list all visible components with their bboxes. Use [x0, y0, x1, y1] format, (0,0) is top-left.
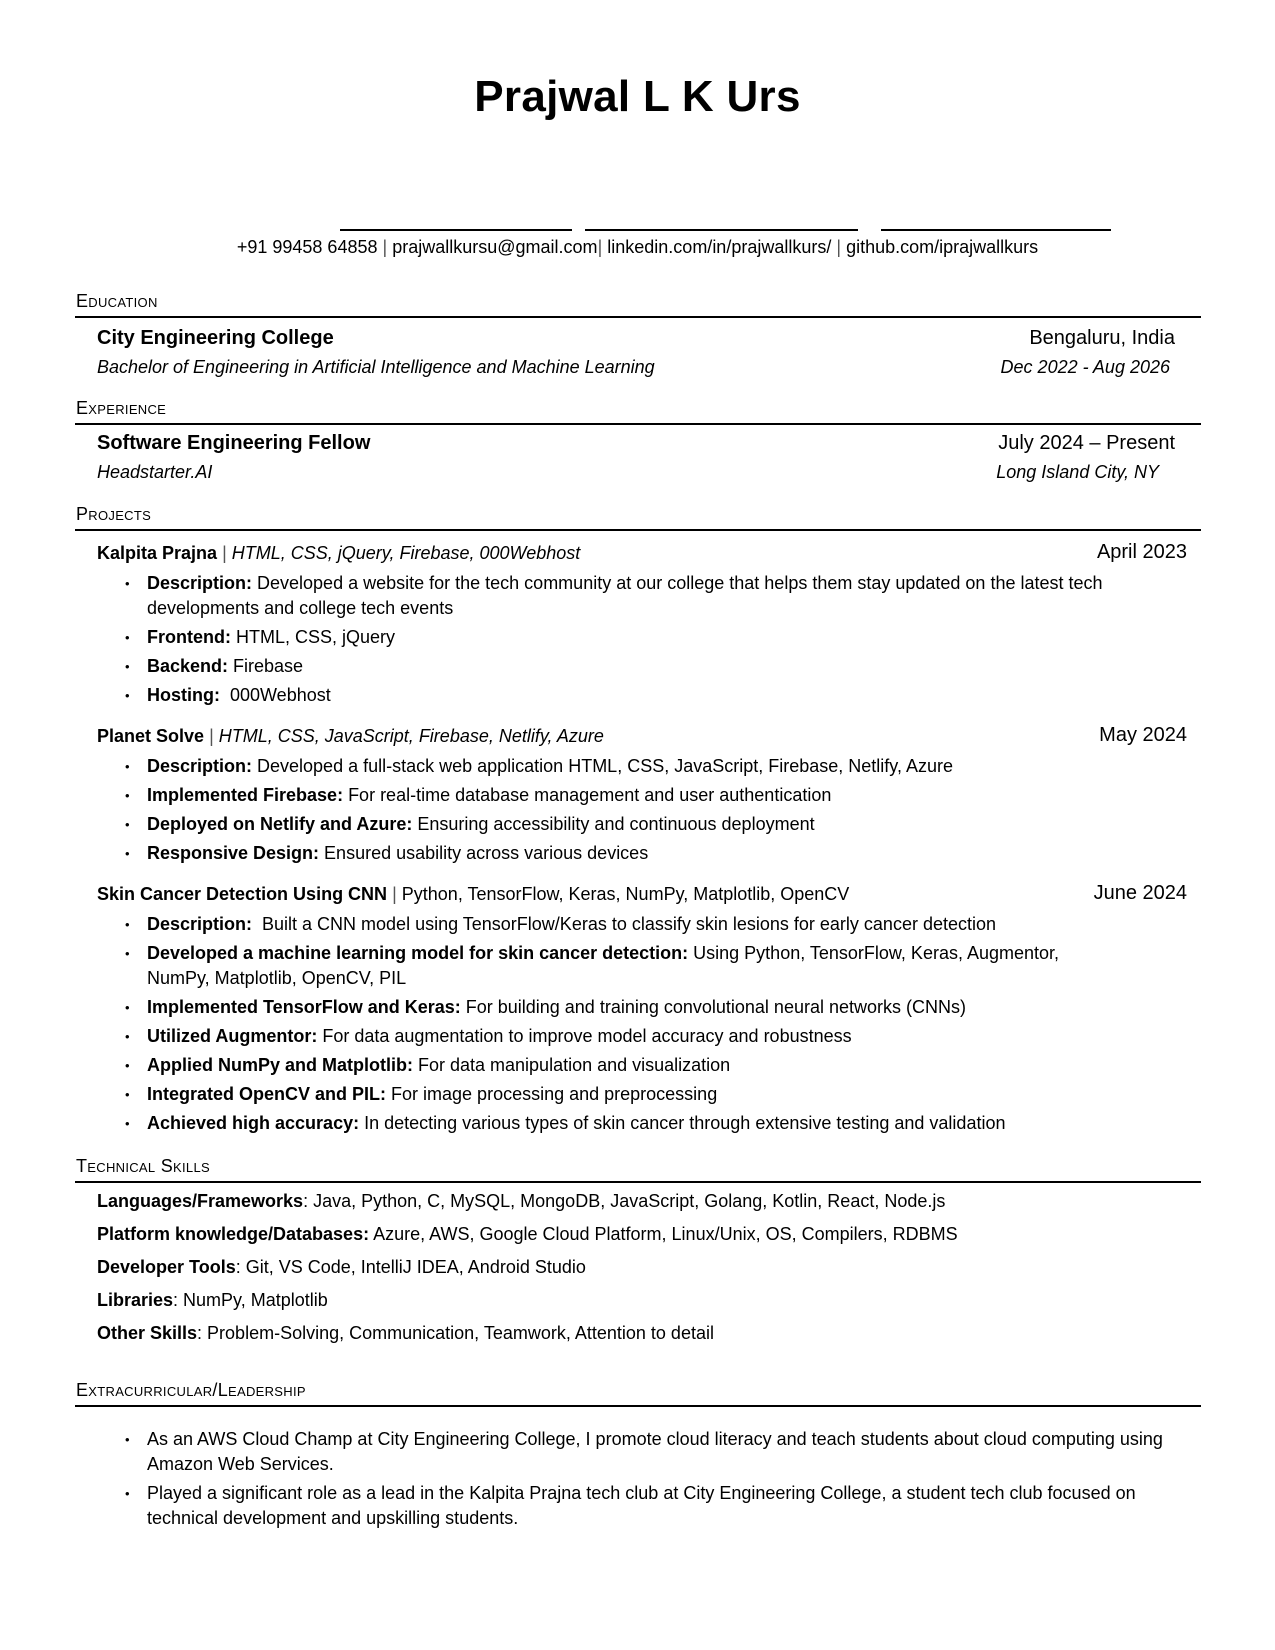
- skill-row: [97, 1191, 945, 1212]
- skill-text: Azure, AWS, Google Cloud Platform, Linux/Unix, OS, Compilers, RDBMS: [369, 1224, 958, 1244]
- bullet-label: Responsive Design:: [147, 843, 320, 863]
- contact-line: [0, 237, 1275, 258]
- section-title-extracurricular: Extracurricular/Leadership: [76, 1380, 306, 1400]
- list-item: [147, 912, 1177, 937]
- bullet-text: Developed a full-stack web application HTML, CSS, JavaScript, Firebase, Netlify, Azure: [252, 756, 953, 776]
- list-item: [147, 1082, 1177, 1107]
- bullet-text: For real-time database management and user authentication: [343, 785, 832, 805]
- linkedin-link[interactable]: linkedin.com/in/prajwallkurs/: [607, 237, 832, 257]
- bullet-text: 000Webhost: [219, 685, 331, 705]
- underline: [585, 229, 858, 231]
- school-name: City Engineering College: [97, 327, 334, 349]
- project-tech: Python, TensorFlow, Keras, NumPy, Matplotlib, OpenCV: [401, 884, 850, 904]
- bullet-text: Ensured usability across various devices: [319, 843, 649, 863]
- bullet-label: Description:: [147, 914, 253, 934]
- underline: [881, 229, 1111, 231]
- separator: |: [222, 543, 227, 563]
- skill-label: Libraries: [97, 1290, 174, 1310]
- bullet-label: Implemented Firebase:: [147, 785, 344, 805]
- list-item: [147, 1111, 1177, 1136]
- bullet-text: For image processing and preprocessing: [386, 1084, 718, 1104]
- project-date: June 2024: [1093, 882, 1187, 904]
- bullet-label: Applied NumPy and Matplotlib:: [147, 1055, 413, 1075]
- degree-dates: Dec 2022 - Aug 2026: [1000, 357, 1170, 377]
- list-item: [147, 841, 1177, 866]
- phone-number: +91 99458 64858: [236, 237, 378, 257]
- bullet-label: Utilized Augmentor:: [147, 1026, 318, 1046]
- skill-row: [97, 1323, 714, 1344]
- job-role: Software Engineering Fellow: [97, 432, 371, 454]
- project-name: Skin Cancer Detection Using CNN: [97, 884, 388, 904]
- section-title-education: Education: [76, 291, 158, 311]
- bullet-label: Developed a machine learning model for skin cancer detection:: [147, 943, 689, 963]
- list-item: [147, 783, 1177, 808]
- separator: |: [836, 237, 842, 257]
- list-item: [147, 571, 1177, 621]
- bullet-label: Deployed on Netlify and Azure:: [147, 814, 413, 834]
- skill-text: : Problem-Solving, Communication, Teamwork, Attention to detail: [197, 1323, 714, 1343]
- bullet-label: Frontend:: [147, 627, 231, 647]
- bullet-label: Backend:: [147, 656, 229, 676]
- skill-label: Other Skills: [97, 1323, 198, 1343]
- degree-row: [97, 357, 1175, 383]
- project-tech: HTML, CSS, jQuery, Firebase, 000Webhost: [231, 543, 581, 563]
- list-item: [147, 812, 1177, 837]
- list-item: [147, 1024, 1177, 1049]
- list-item: [147, 754, 1177, 779]
- bullet-text: Using Python, TensorFlow, Keras, Augmentor, NumPy, Matplotlib, OpenCV, PIL: [147, 943, 1060, 988]
- skill-row: [97, 1290, 328, 1311]
- skill-text: : Git, VS Code, IntelliJ IDEA, Android Studio: [235, 1257, 586, 1277]
- bullet-text: Ensuring accessibility and continuous deployment: [412, 814, 815, 834]
- degree: Bachelor of Engineering in Artificial Intelligence and Machine Learning: [97, 357, 655, 377]
- contact-underlines: [0, 229, 1275, 231]
- bullet-text: HTML, CSS, jQuery: [230, 627, 396, 647]
- project-name: Planet Solve: [97, 726, 205, 746]
- section-rule: [75, 423, 1201, 425]
- list-item: • Played a significant role as a lead in the Kalpita Prajna tech club at City Engineering College, a student tech club focused on technical development and upskilling students.: [147, 1481, 1177, 1531]
- school-location: Bengaluru, India: [1029, 327, 1175, 349]
- bullet-text: In detecting various types of skin cancer through extensive testing and validation: [359, 1113, 1006, 1133]
- job-dates: July 2024 – Present: [998, 432, 1175, 454]
- bullet-label: Description:: [147, 573, 253, 593]
- project-date: May 2024: [1099, 724, 1187, 746]
- list-item: [147, 654, 1177, 679]
- separator: |: [209, 726, 214, 746]
- separator: |: [597, 237, 603, 257]
- separator: |: [392, 884, 397, 904]
- project-header: [97, 884, 1187, 910]
- company-name: Headstarter.AI: [97, 462, 213, 482]
- skill-text: : NumPy, Matplotlib: [173, 1290, 328, 1310]
- bullet-label: Integrated OpenCV and PIL:: [147, 1084, 387, 1104]
- list-item: [147, 941, 1092, 991]
- project-tech: HTML, CSS, JavaScript, Firebase, Netlify, Azure: [218, 726, 604, 746]
- section-rule: [75, 529, 1201, 531]
- education-row: [97, 327, 1175, 353]
- section-rule: [75, 1181, 1201, 1183]
- section-rule: [75, 316, 1201, 318]
- email-link[interactable]: prajwallkursu@gmail.com: [392, 237, 598, 257]
- bullet-label: Description:: [147, 756, 253, 776]
- bullet-text: For data augmentation to improve model accuracy and robustness: [317, 1026, 852, 1046]
- bullet-text: Built a CNN model using TensorFlow/Keras to classify skin lesions for early cancer detection: [252, 914, 997, 934]
- separator: |: [382, 237, 388, 257]
- list-item: [147, 995, 1177, 1020]
- project-date: April 2023: [1096, 541, 1187, 563]
- bullet-label: Hosting:: [147, 685, 220, 705]
- underline: [340, 229, 572, 231]
- section-title-experience: Experience: [76, 398, 167, 418]
- list-item: [147, 1053, 1177, 1078]
- project-name: Kalpita Prajna: [97, 543, 218, 563]
- bullet-label: Achieved high accuracy:: [147, 1113, 360, 1133]
- skill-label: Developer Tools: [97, 1257, 236, 1277]
- bullet-text: For building and training convolutional neural networks (CNNs): [460, 997, 966, 1017]
- section-rule: [75, 1405, 1201, 1407]
- skill-label: Languages/Frameworks: [97, 1191, 304, 1211]
- github-link[interactable]: github.com/iprajwallkurs: [846, 237, 1039, 257]
- bullet-label: Implemented TensorFlow and Keras:: [147, 997, 461, 1017]
- section-title-skills: Technical Skills: [76, 1156, 210, 1176]
- list-item: [147, 683, 1177, 708]
- bullet-text: Firebase: [228, 656, 304, 676]
- bullet-text: Developed a website for the tech community at our college that helps them stay updated on the latest tech developments and college tech events: [147, 573, 1103, 618]
- project-header: [97, 543, 1187, 569]
- candidate-name: Prajwal L K Urs: [474, 72, 801, 121]
- list-item: [147, 625, 1177, 650]
- skill-label: Platform knowledge/Databases:: [97, 1224, 370, 1244]
- company-row: [97, 462, 1175, 488]
- skill-row: [97, 1257, 586, 1278]
- section-title-projects: Projects: [76, 504, 152, 524]
- skill-text: : Java, Python, C, MySQL, MongoDB, JavaScript, Golang, Kotlin, React, Node.js: [303, 1191, 946, 1211]
- company-location: Long Island City, NY: [996, 462, 1159, 482]
- skill-row: [97, 1224, 958, 1245]
- project-header: [97, 726, 1187, 752]
- bullet-text: For data manipulation and visualization: [413, 1055, 731, 1075]
- experience-row: [97, 432, 1175, 458]
- list-item: • As an AWS Cloud Champ at City Engineering College, I promote cloud literacy and teach students about cloud computing using Amazon Web Services.: [147, 1427, 1177, 1477]
